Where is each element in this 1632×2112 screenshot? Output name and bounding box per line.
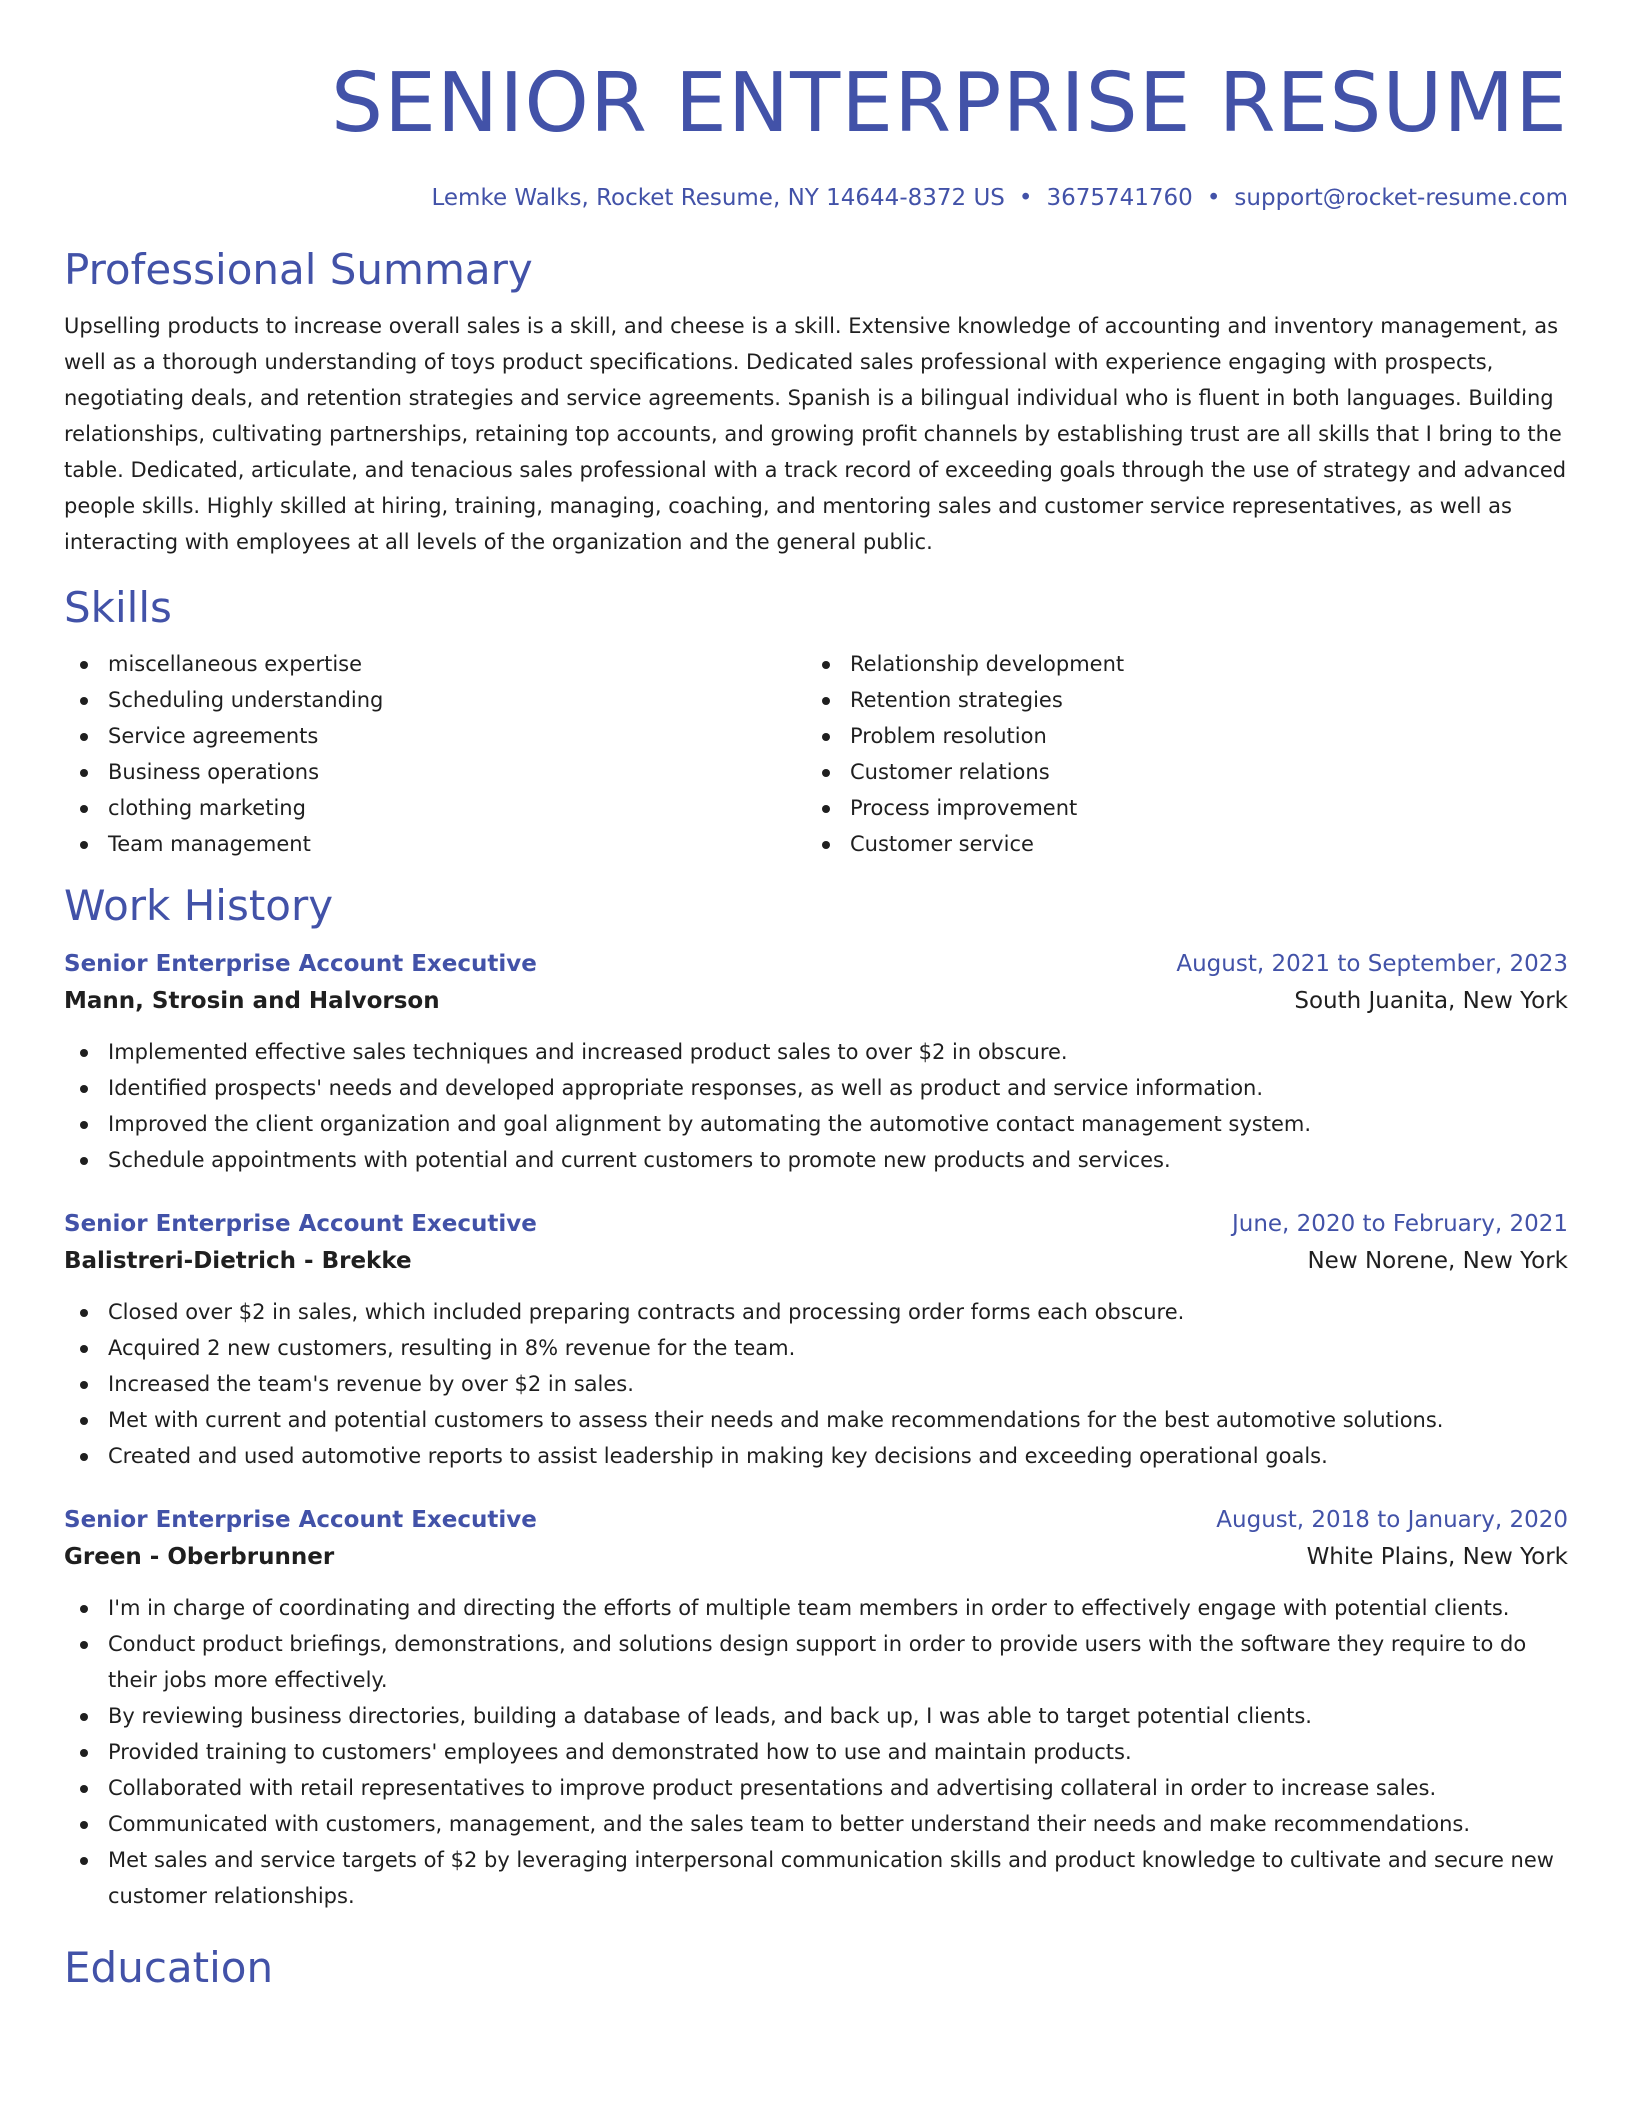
job-company: Green - Oberbrunner [64, 1544, 335, 1570]
skills-column-right [806, 646, 1548, 862]
job-bullet: Closed over $2 in sales, which included preparing contracts and processing order forms each obscure. [64, 1294, 1568, 1330]
job-dates: June, 2020 to February, 2021 [1231, 1211, 1568, 1237]
job-bullet: Communicated with customers, management, and the sales team to better understand their needs and make recommendations. [64, 1806, 1568, 1842]
contact-separator: • [1018, 185, 1033, 211]
job-dates: August, 2021 to September, 2023 [1176, 951, 1568, 977]
job-bullet: Schedule appointments with potential and current customers to promote new products and services. [64, 1142, 1568, 1178]
job-entry [64, 946, 1568, 1178]
job-header-row [64, 946, 1568, 982]
section-title-skills: Skills [64, 583, 172, 632]
job-location: New Norene, New York [1307, 1248, 1568, 1274]
job-title: Senior Enterprise Account Executive [64, 951, 537, 977]
summary-text: Upselling products to increase overall sales is a skill, and cheese is a skill. Extensive knowledge of accounting and inventory management, as well as a thorough understanding of toys product specifications. Dedicated sales professional with experience engaging with prospects, negotiating deals, and retention strategies and service agreements. Spanish is a bilingual individual who is fluent in both languages. Building relationships, cultivating partnerships, retaining top accounts, and growing profit channels by establishing trust are all skills that I bring to the table. Dedicated, articulate, and tenacious sales professional with a track record of exceeding goals through the use of strategy and advanced people skills. Highly skilled at hiring, training, managing, coaching, and mentoring sales and customer service representatives, as well as interacting with employees at all levels of the organization and the general public. [64, 314, 1567, 554]
resume-page [64, 0, 1568, 1994]
skill-item: Business operations [64, 754, 806, 790]
skills-list [64, 646, 1568, 862]
job-bullet: By reviewing business directories, building a database of leads, and back up, I was able to target potential clients. [64, 1698, 1568, 1734]
skill-item: Customer relations [806, 754, 1548, 790]
job-company-row [64, 1242, 1568, 1280]
job-bullets [64, 1590, 1568, 1914]
job-title: Senior Enterprise Account Executive [64, 1211, 537, 1237]
job-company: Mann, Strosin and Halvorson [64, 988, 440, 1014]
skill-item: Team management [64, 826, 806, 862]
job-company-row [64, 982, 1568, 1020]
job-bullet: Met with current and potential customers to assess their needs and make recommendations for the best automotive solutions. [64, 1402, 1568, 1438]
job-bullets [64, 1034, 1568, 1178]
job-bullet: I'm in charge of coordinating and directing the efforts of multiple team members in order to effectively engage with potential clients. [64, 1590, 1568, 1626]
skill-item: Retention strategies [806, 682, 1548, 718]
job-company-row [64, 1538, 1568, 1576]
job-bullet: Met sales and service targets of $2 by leveraging interpersonal communication skills and product knowledge to cultivate and secure new customer relationships. [64, 1842, 1568, 1914]
skill-item: Customer service [806, 826, 1548, 862]
job-location: South Juanita, New York [1294, 988, 1568, 1014]
job-bullet: Collaborated with retail representatives to improve product presentations and advertising collateral in order to increase sales. [64, 1770, 1568, 1806]
job-bullets [64, 1294, 1568, 1474]
job-bullet: Created and used automotive reports to assist leadership in making key decisions and exceeding operational goals. [64, 1438, 1568, 1474]
job-title: Senior Enterprise Account Executive [64, 1507, 537, 1533]
job-company: Balistreri-Dietrich - Brekke [64, 1248, 412, 1274]
job-bullet: Implemented effective sales techniques and increased product sales to over $2 in obscure. [64, 1034, 1568, 1070]
contact-phone: 3675741760 [1046, 185, 1193, 211]
skill-item: clothing marketing [64, 790, 806, 826]
job-header-row [64, 1502, 1568, 1538]
resume-name: SENIOR ENTERPRISE RESUME [331, 56, 1568, 151]
contact-email[interactable]: support@rocket-resume.com [1234, 185, 1568, 211]
section-title-work-history: Work History [64, 881, 334, 930]
skill-item: Problem resolution [806, 718, 1548, 754]
skill-item: Scheduling understanding [64, 682, 806, 718]
job-bullet: Acquired 2 new customers, resulting in 8% revenue for the team. [64, 1330, 1568, 1366]
skill-item: Service agreements [64, 718, 806, 754]
skill-item: Relationship development [806, 646, 1548, 682]
contact-line [64, 182, 1568, 214]
skill-item: Process improvement [806, 790, 1548, 826]
job-header-row [64, 1206, 1568, 1242]
job-bullet: Identified prospects' needs and developed appropriate responses, as well as product and service information. [64, 1070, 1568, 1106]
skills-column-left [64, 646, 806, 862]
job-entry [64, 1502, 1568, 1914]
job-dates: August, 2018 to January, 2020 [1216, 1507, 1568, 1533]
job-bullet: Improved the client organization and goal alignment by automating the automotive contact management system. [64, 1106, 1568, 1142]
contact-address: Lemke Walks, Rocket Resume, NY 14644-8372 US [431, 185, 1005, 211]
section-title-summary: Professional Summary [64, 245, 533, 294]
job-bullet: Provided training to customers' employees and demonstrated how to use and maintain products. [64, 1734, 1568, 1770]
job-entry [64, 1206, 1568, 1474]
job-bullet: Conduct product briefings, demonstrations, and solutions design support in order to provide users with the software they require to do their jobs more effectively. [64, 1626, 1568, 1698]
job-location: White Plains, New York [1306, 1544, 1568, 1570]
contact-separator: • [1206, 185, 1221, 211]
job-bullet: Increased the team's revenue by over $2 in sales. [64, 1366, 1568, 1402]
skill-item: miscellaneous expertise [64, 646, 806, 682]
section-title-education: Education [64, 1943, 274, 1992]
